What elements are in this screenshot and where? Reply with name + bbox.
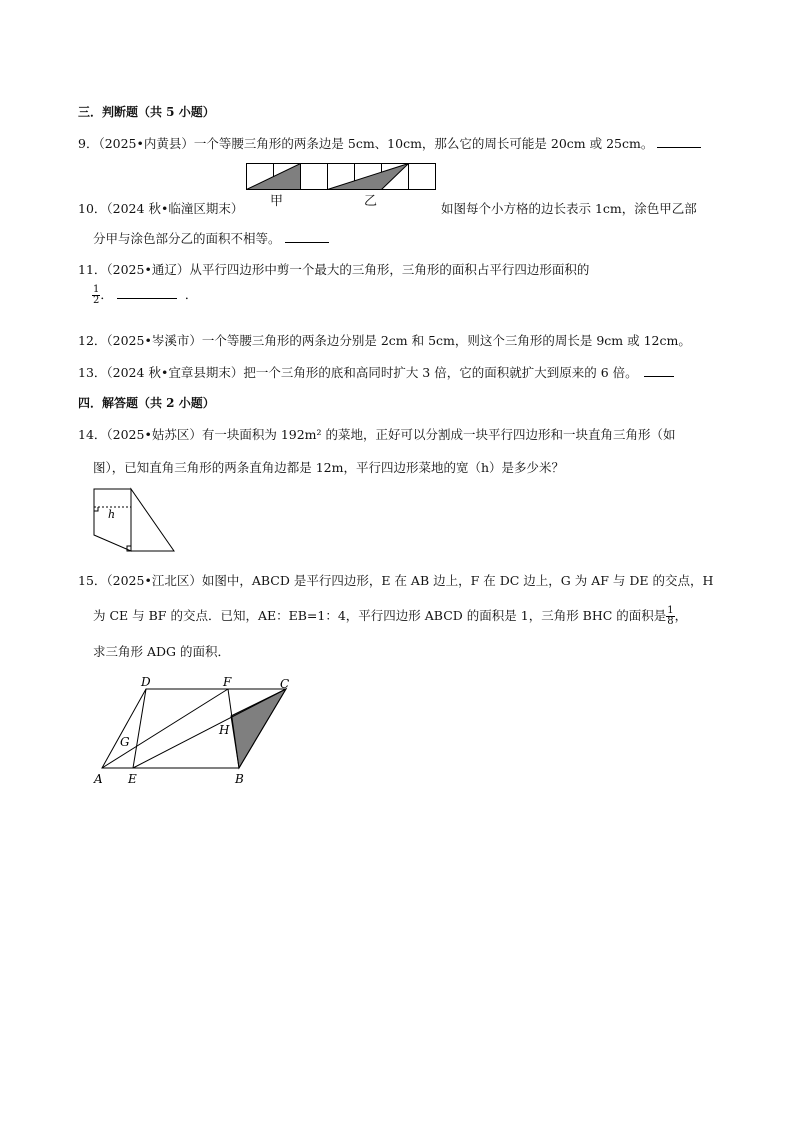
question-9	[78, 134, 701, 152]
label-c: C	[280, 677, 290, 691]
label-f: F	[223, 675, 232, 689]
section-title-answers: 四．解答题（共 2 小题）	[78, 396, 215, 410]
fraction-one-eighth: $\frac{1}{8}$	[667, 605, 674, 627]
label-b: B	[235, 772, 244, 786]
parallelogram-abcd-figure	[90, 672, 305, 788]
grid-figure	[246, 163, 438, 191]
question-9-text: 9．（2025•内黄县）一个等腰三角形的两条边是 5cm、10cm，那么它的周长可能是 20cm 或 25cm。	[78, 136, 654, 151]
answer-blank[interactable]	[285, 241, 329, 243]
question-15-line1: 15．（2025•江北区）如图中，ABCD 是平行四边形，E 在 AB 边上，F 在 DC 边上，G 为 AF 与 DE 的交点，H	[78, 573, 714, 588]
question-10-line2	[93, 229, 329, 247]
label-g: G	[120, 735, 130, 749]
parallelogram-triangle-figure	[90, 486, 180, 554]
shaded-triangle-bhc	[231, 689, 286, 768]
question-13	[78, 363, 674, 381]
question-14-line1: 14．（2025•姑苏区）有一块面积为 192m² 的菜地，正好可以分割成一块平行四边形和一块直角三角形（如	[78, 427, 676, 442]
question-10-line1b: 如图每个小方格的边长表示 1cm，涂色甲乙部	[441, 201, 697, 216]
label-a: A	[94, 772, 103, 786]
answer-blank[interactable]	[117, 297, 177, 299]
answer-blank[interactable]	[657, 146, 701, 148]
question-11-line1: 11．（2025•通辽）从平行四边形中剪一个最大的三角形，三角形的面积占平行四边形面积的	[78, 262, 590, 277]
answer-blank[interactable]	[644, 375, 674, 377]
label-h: H	[219, 723, 230, 737]
fraction-one-half: $\frac{1}{2}$	[93, 284, 100, 306]
label-jia: 甲	[270, 194, 284, 209]
label-yi: 乙	[364, 194, 378, 209]
question-10-line1: 10．（2024 秋•临潼区期末）	[78, 201, 244, 216]
question-14-line2: 图），已知直角三角形的两条直角边都是 12m，平行四边形菜地的宽（h）是多少米？	[93, 460, 565, 475]
label-e: E	[128, 772, 137, 786]
label-d: D	[141, 675, 151, 689]
question-13-text: 13．（2024 秋•宜章县期末）把一个三角形的底和高同时扩大 3 倍，它的面积就扩大到原来的 6 倍。	[78, 365, 638, 380]
label-h: h	[108, 508, 116, 521]
question-11-line2: $\frac{1}{2}$ ． ．	[93, 284, 198, 306]
section-title-judgement: 三．判断题（共 5 小题）	[78, 105, 215, 119]
question-15-line3: 求三角形 ADG 的面积．	[93, 644, 230, 659]
question-10-line2-text: 分甲与涂色部分乙的面积不相等。	[93, 231, 281, 246]
question-15-line2: 为 CE 与 BF 的交点．已知，AE：EB=1：4，平行四边形 ABCD 的面积是 1，三角形 BHC 的面积是 $\frac{1}{8}$ ，	[93, 605, 688, 627]
question-12: 12．（2025•岑溪市）一个等腰三角形的两条边分别是 2cm 和 5cm，则这个三角形的周长是 9cm 或 12cm。	[78, 333, 691, 348]
shaded-region-yi	[328, 164, 409, 190]
